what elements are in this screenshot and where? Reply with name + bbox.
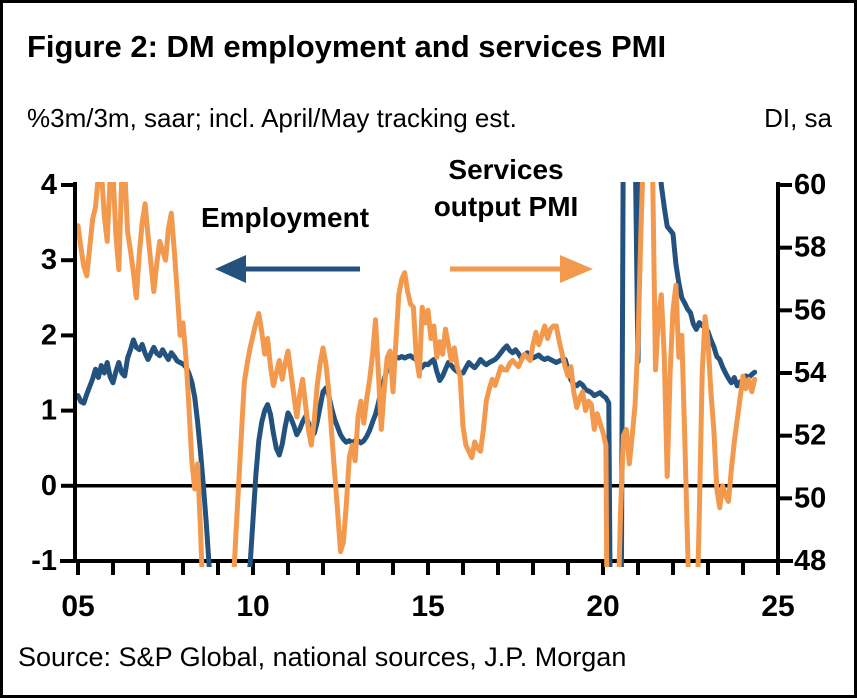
x-tick-label: 10: [236, 590, 270, 623]
legend-services-line1: Services: [448, 154, 564, 185]
right-tick-label: 54: [794, 357, 827, 389]
legend-employment-label: Employment: [200, 202, 370, 233]
left-tick-label: -1: [31, 545, 57, 577]
left-tick-label: 3: [40, 244, 57, 277]
left-axis-units-label: %3m/3m, saar; incl. April/May tracking est.: [27, 103, 517, 133]
right-axis-units-label: DI, sa: [764, 103, 832, 133]
left-tick-label: 2: [40, 319, 57, 352]
services-arrow-icon: [450, 255, 593, 283]
right-tick-label: 52: [794, 419, 827, 452]
source-text: Source: S&P Global, national sources, J.P. Morgan: [18, 642, 627, 672]
employment-arrow-icon: [215, 255, 360, 283]
right-tick-label: 48: [794, 545, 827, 577]
right-tick-label: 50: [794, 482, 827, 515]
x-tick-label: 20: [586, 590, 620, 623]
left-tick-label: 1: [40, 394, 57, 427]
page-title: Figure 2: DM employment and services PMI: [27, 29, 667, 64]
x-tick-label: 25: [761, 590, 795, 623]
right-tick-label: 56: [794, 294, 827, 327]
right-tick-label: 58: [794, 231, 827, 264]
x-tick-label: 05: [61, 590, 95, 623]
chart-canvas: [3, 3, 857, 698]
left-tick-label: 4: [40, 169, 57, 201]
legend-services-line2: output PMI: [433, 191, 579, 222]
left-tick-label: 0: [40, 469, 57, 502]
x-tick-label: 15: [411, 590, 445, 623]
right-tick-label: 60: [794, 169, 827, 201]
legend-services-label: [386, 151, 626, 225]
